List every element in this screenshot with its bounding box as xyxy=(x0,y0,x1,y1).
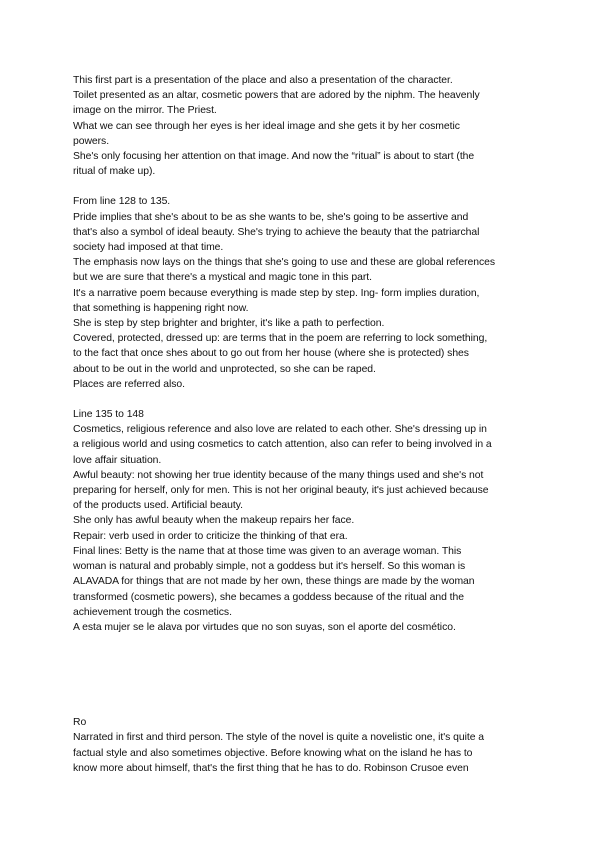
text-line: ALAVADA for things that are not made by her own, these things are made by the woman xyxy=(73,576,475,588)
text-line: preparing for herself, only for men. This is not her original beauty, it's just achieved because xyxy=(73,485,489,497)
text-line: woman is natural and probably simple, not a goddess but it's herself. So this woman is xyxy=(73,561,466,573)
text-line: The emphasis now lays on the things that she's going to use and these are global references xyxy=(73,257,495,269)
text-line: Covered, protected, dressed up: are terms that in the poem are referring to lock something, xyxy=(73,333,488,345)
section-heading: Ro xyxy=(73,717,87,729)
text-line: It's a narrative poem because everything is made step by step. Ing- form implies duration, xyxy=(73,287,480,299)
text-line: Cosmetics, religious reference and also love are related to each other. She's dressing up in xyxy=(73,424,487,436)
text-line: society had imposed at that time. xyxy=(73,242,224,254)
section-ro xyxy=(73,715,534,776)
text-line: A esta mujer se le alava por virtudes que no son suyas, son el aporte del cosmético. xyxy=(73,621,456,633)
text-line: She is step by step brighter and brighter, it's like a path to perfection. xyxy=(73,318,385,330)
section-lines-135-148 xyxy=(73,407,534,635)
text-line: factual style and also sometimes objective. Before knowing what on the island he has to xyxy=(73,747,473,759)
text-line: Final lines: Betty is the name that at those time was given to an average woman. This xyxy=(73,545,462,557)
section-presentation xyxy=(73,73,534,179)
text-line: This first part is a presentation of the place and also a presentation of the character. xyxy=(73,75,453,86)
section-lines-128-135 xyxy=(73,194,534,392)
text-line: a religious world and using cosmetics to catch attention, also can refer to being involved in a xyxy=(73,439,492,451)
text-line: achievement trough the cosmetics. xyxy=(73,606,232,618)
text-line: love affair situation. xyxy=(73,454,162,466)
text-line: about to be out in the world and unprotected, so she can be raped. xyxy=(73,363,376,375)
text-line: ritual of make up). xyxy=(73,166,156,178)
text-line: that something is happening right now. xyxy=(73,302,249,314)
text-line: Repair: verb used in order to criticize the thinking of that era. xyxy=(73,530,348,542)
text-line: She only has awful beauty when the makeup repairs her face. xyxy=(73,515,355,527)
text-line: Narrated in first and third person. The style of the novel is quite a novelistic one, it's quite a xyxy=(73,732,485,744)
section-heading: From line 128 to 135. xyxy=(73,196,171,208)
text-line: Toilet presented as an altar, cosmetic powers that are adored by the niphm. The heavenly xyxy=(73,90,480,102)
section-heading: Line 135 to 148 xyxy=(73,409,144,421)
text-line: Places are referred also. xyxy=(73,378,185,390)
text-line: transformed (cosmetic powers), she becames a goddess because of the ritual and the xyxy=(73,591,464,603)
text-line: to the fact that once shes about to go out from her house (where she is protected) shes xyxy=(73,348,469,360)
text-line: but we are sure that there's a mystical and magic tone in this part. xyxy=(73,272,372,284)
text-line: What we can see through her eyes is her ideal image and she gets it by her cosmetic xyxy=(73,120,460,132)
text-line: powers. xyxy=(73,135,110,147)
text-line: Awful beauty: not showing her true identity because of the many things used and she's not xyxy=(73,469,484,481)
text-line: that's also a symbol of ideal beauty. She's trying to achieve the beauty that the patriarchal xyxy=(73,226,480,238)
text-line: Pride implies that she's about to be as she wants to be, she's going to be assertive and xyxy=(73,211,469,223)
text-line: of the products used. Artificial beauty. xyxy=(73,500,243,512)
text-line: She's only focusing her attention on that image. And now the “ritual” is about to start (the xyxy=(73,151,475,163)
text-line: image on the mirror. The Priest. xyxy=(73,105,217,117)
text-line: know more about himself, that's the first thing that he has to do. Robinson Crusoe even xyxy=(73,762,469,774)
